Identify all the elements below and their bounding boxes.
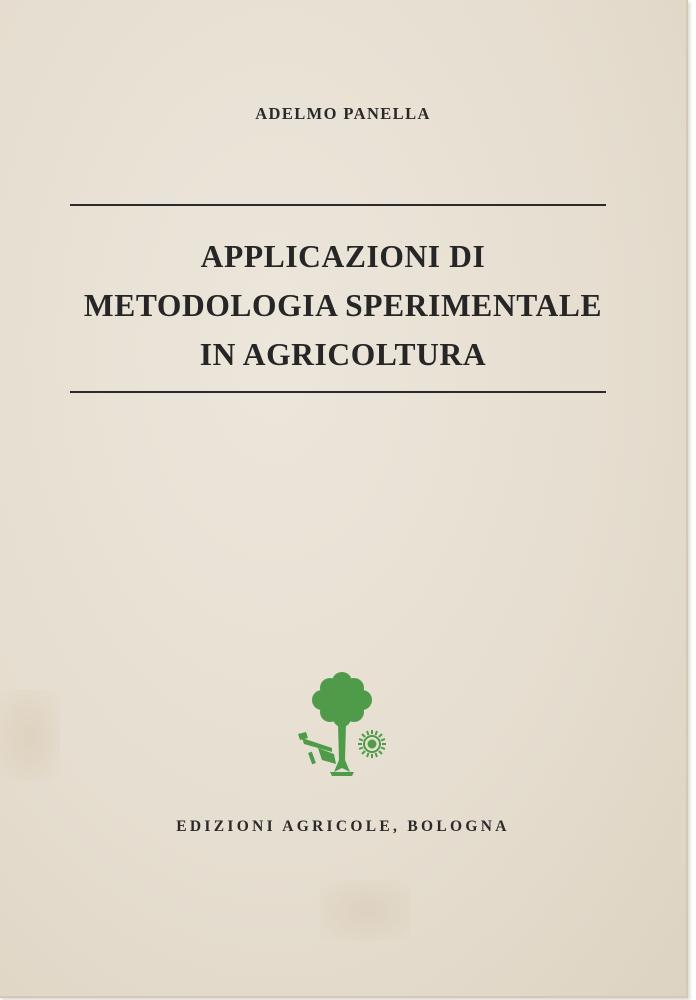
title-line-3: IN AGRICOLTURA [199,337,487,372]
publisher-name: EDIZIONI AGRICOLE, BOLOGNA [176,818,510,835]
title-line-2: METODOLOGIA SPERIMENTALE [83,288,603,323]
title-rule-bottom [70,391,606,393]
paper-stain [0,690,60,780]
title-rule-top [70,204,606,206]
author-name: ADELMO PANELLA [255,104,431,123]
book-title [0,232,686,379]
paper-stain [320,880,410,940]
title-line-1: APPLICAZIONI DI [200,239,486,274]
publisher-logo-icon [292,668,392,780]
